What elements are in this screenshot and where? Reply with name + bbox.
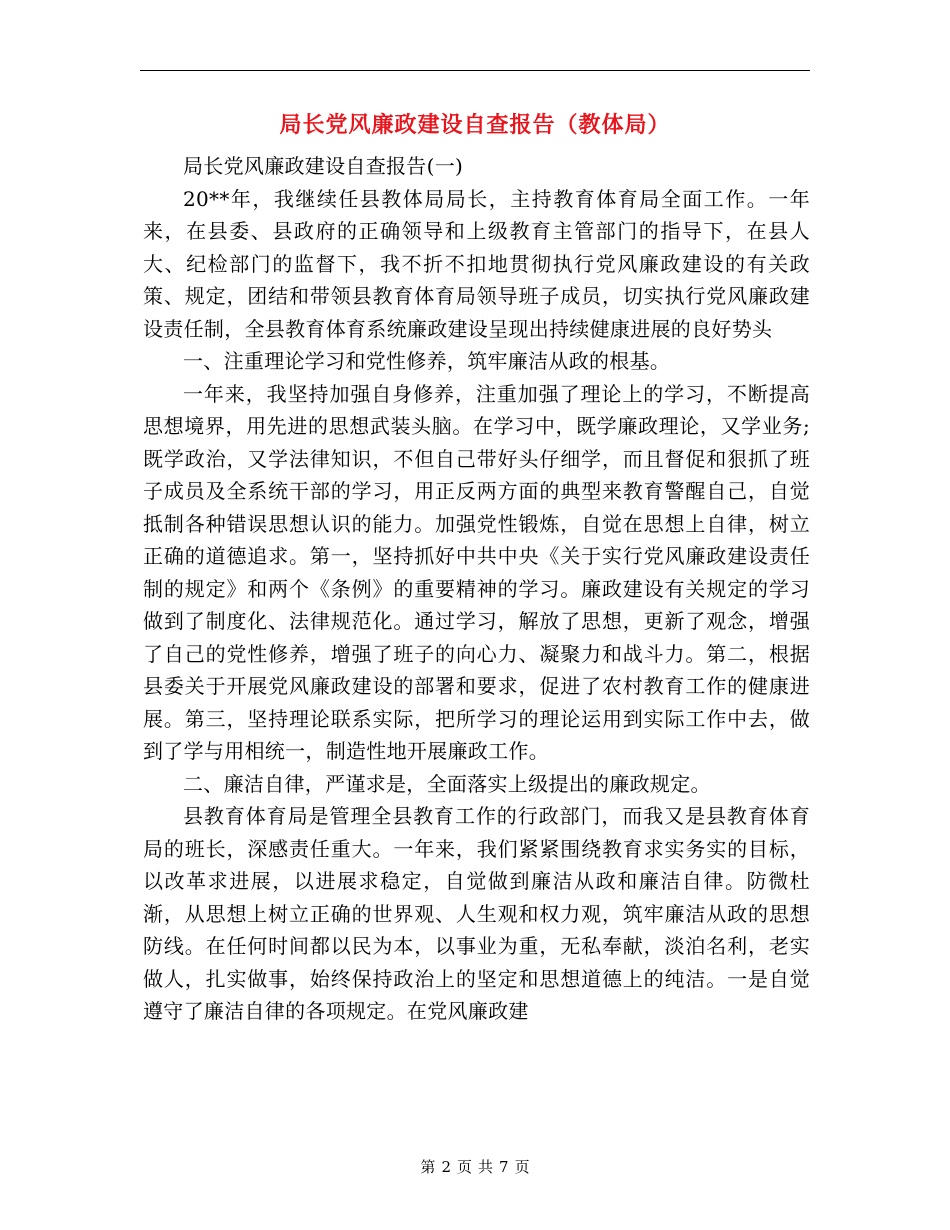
footer-page-word: 页 — [456, 1158, 472, 1176]
section-heading-1: 一、注重理论学习和党性修养，筑牢廉洁从政的根基。 — [183, 349, 671, 373]
paragraph-intro: 20**年，我继续任县教体局局长，主持教育体育局全面工作。一年来，在县委、县政府的正确领导和上级教育主管部门的指导下，在县人大、纪检部门的监督下，我不折不扣地贯彻执行党风廉政建设的有关政策、规定，团结和带领县教育体育局领导班子成员，切实执行党风廉政建设责任制，全县教育体育系统廉政建设呈现出持续健康进展的良好势头 — [143, 186, 810, 341]
page-footer — [0, 1156, 950, 1177]
section-subtitle: 局长党风廉政建设自查报告(一) — [183, 154, 464, 178]
header-rule — [140, 70, 810, 71]
paragraph-theory-study: 一年来，我坚持加强自身修养，注重加强了理论上的学习，不断提高思想境界，用先进的思想武装头脑。在学习中，既学廉政理论，又学业务;既学政治，又学法律知识，不但自己带好头仔细学，而且督促和狠抓了班子成员及全系统干部的学习，用正反两方面的典型来教育警醒自己，自觉抵制各种错误思想认识的能力。加强党性锻炼，自觉在思想上自律，树立正确的道德追求。第一，坚持抓好中共中央《关于实行党风廉政建设责任制的规定》和两个《条例》的重要精神的学习。廉政建设有关规定的学习做到了制度化、法律规范化。通过学习，解放了思想，更新了观念，增强了自己的党性修养，增强了班子的向心力、凝聚力和战斗力。第二，根据县委关于开展党风廉政建设的部署和要求，促进了农村教育工作的健康进展。第三，坚持理论联系实际，把所学习的理论运用到实际工作中去，做到了学与用相统一，制造性地开展廉政工作。 — [143, 381, 810, 763]
section-heading-2: 二、廉洁自律，严谨求是，全面落实上级提出的廉政规定。 — [183, 771, 711, 796]
document-body — [143, 150, 810, 1028]
footer-total-prefix: 共 — [478, 1158, 494, 1176]
document-title: 局长党风廉政建设自查报告（教体局） — [279, 112, 671, 138]
footer-prefix: 第 — [420, 1158, 436, 1176]
footer-suffix: 页 — [514, 1158, 530, 1176]
total-pages-number: 7 — [499, 1158, 509, 1176]
paragraph-self-discipline: 县教育体育局是管理全县教育工作的行政部门，而我又是县教育体育局的班长，深感责任重大。一年来，我们紧紧围绕教育求实务实的目标，以改革求进展，以进展求稳定，自觉做到廉洁从政和廉洁自律。防微杜渐，从思想上树立正确的世界观、人生观和权力观，筑牢廉洁从政的思想防线。在任何时间都以民为本，以事业为重，无私奉献，淡泊名利，老实做人，扎实做事，始终保持政治上的坚定和思想道德上的纯洁。一是自觉遵守了廉洁自律的各项规定。在党风廉政建 — [143, 804, 810, 1023]
current-page-number: 2 — [441, 1158, 451, 1176]
